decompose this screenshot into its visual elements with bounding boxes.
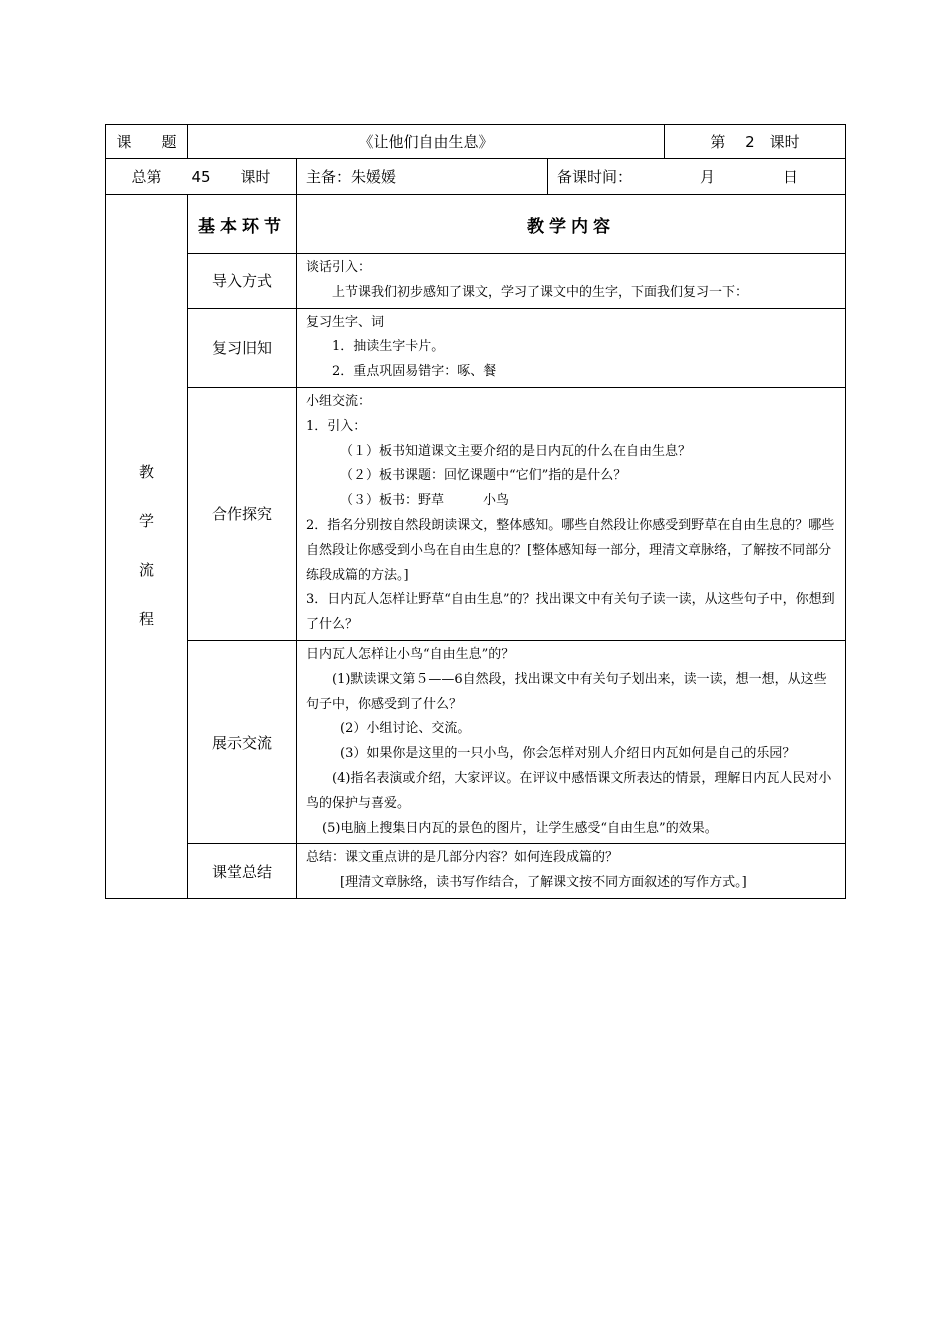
- review-content: 复习生字、词 1．抽读生字卡片。 2．重点巩固易错字：啄、餐: [297, 308, 846, 387]
- preparer: 主备：朱媛媛: [297, 159, 548, 195]
- lesson-label: 课 题: [106, 125, 188, 159]
- prep-month: 月: [700, 168, 716, 186]
- column-header-row: [106, 195, 846, 254]
- lesson-plan-table: [105, 124, 846, 899]
- header-row-1: [106, 125, 846, 159]
- explore-row: [106, 387, 846, 640]
- stage-column-header: 基本环节: [188, 195, 297, 254]
- lesson-title: 《让他们自由生息》: [188, 125, 665, 159]
- flow-label: 教 学 流 程: [106, 195, 188, 899]
- intro-row: [106, 254, 846, 309]
- prep-day: 日: [783, 168, 799, 186]
- display-content: 日内瓦人怎样让小鸟“自由生息”的？ (1)默读课文第５——6自然段，找出课文中有关句子划出来，读一读，想一想，从这些句子中，你感受到了什么？ (2）小组讨论、交流。 (3）如果你是这里的一只小鸟，你会怎样对别人介绍日内瓦如何是自己的乐园？ (4)指名表演或介绍，大家评议。在评议中感悟课文所表达的情景，理解日内瓦人民对小鸟的保护与喜爱。 (5)电脑上搜集日内瓦的景色的图片，让学生感受“自由生息”的效果。: [297, 640, 846, 843]
- explore-stage: 合作探究: [188, 387, 297, 640]
- header-row-2: [106, 159, 846, 195]
- summary-row: [106, 844, 846, 899]
- prep-time: [548, 159, 846, 195]
- display-stage: 展示交流: [188, 640, 297, 843]
- summary-content: 总结：课文重点讲的是几部分内容？如何连段成篇的？ [理清文章脉络，读书写作结合，了解课文按不同方面叙述的写作方式。]: [297, 844, 846, 899]
- summary-stage: 课堂总结: [188, 844, 297, 899]
- review-stage: 复习旧知: [188, 308, 297, 387]
- display-row: [106, 640, 846, 843]
- total-periods: 总第 45 课时: [106, 159, 297, 195]
- review-row: [106, 308, 846, 387]
- period-label: 第 2 课时: [665, 125, 846, 159]
- intro-stage: 导入方式: [188, 254, 297, 309]
- intro-content: 谈话引入： 上节课我们初步感知了课文，学习了课文中的生字，下面我们复习一下：: [297, 254, 846, 309]
- explore-content: 小组交流： 1．引入： （１）板书知道课文主要介绍的是日内瓦的什么在自由生息？ （２）板书课题：回忆课题中“它们”指的是什么？ （３）板书：野草 小鸟 2．指名分别按自然段朗读课文，整体感知。哪些自然段让你感受到野草在自由生息的？哪些自然段让你感受到小鸟在自由生息的？[整体感知每一部分，理清文章脉络，了解按不同部分练段成篇的方法。] 3．日内瓦人怎样让野草“自由生息”的？找出课文中有关句子读一读，从这些句子中，你想到了什么？: [297, 387, 846, 640]
- prep-time-label: 备课时间：: [557, 168, 633, 186]
- content-column-header: 教学内容: [297, 195, 846, 254]
